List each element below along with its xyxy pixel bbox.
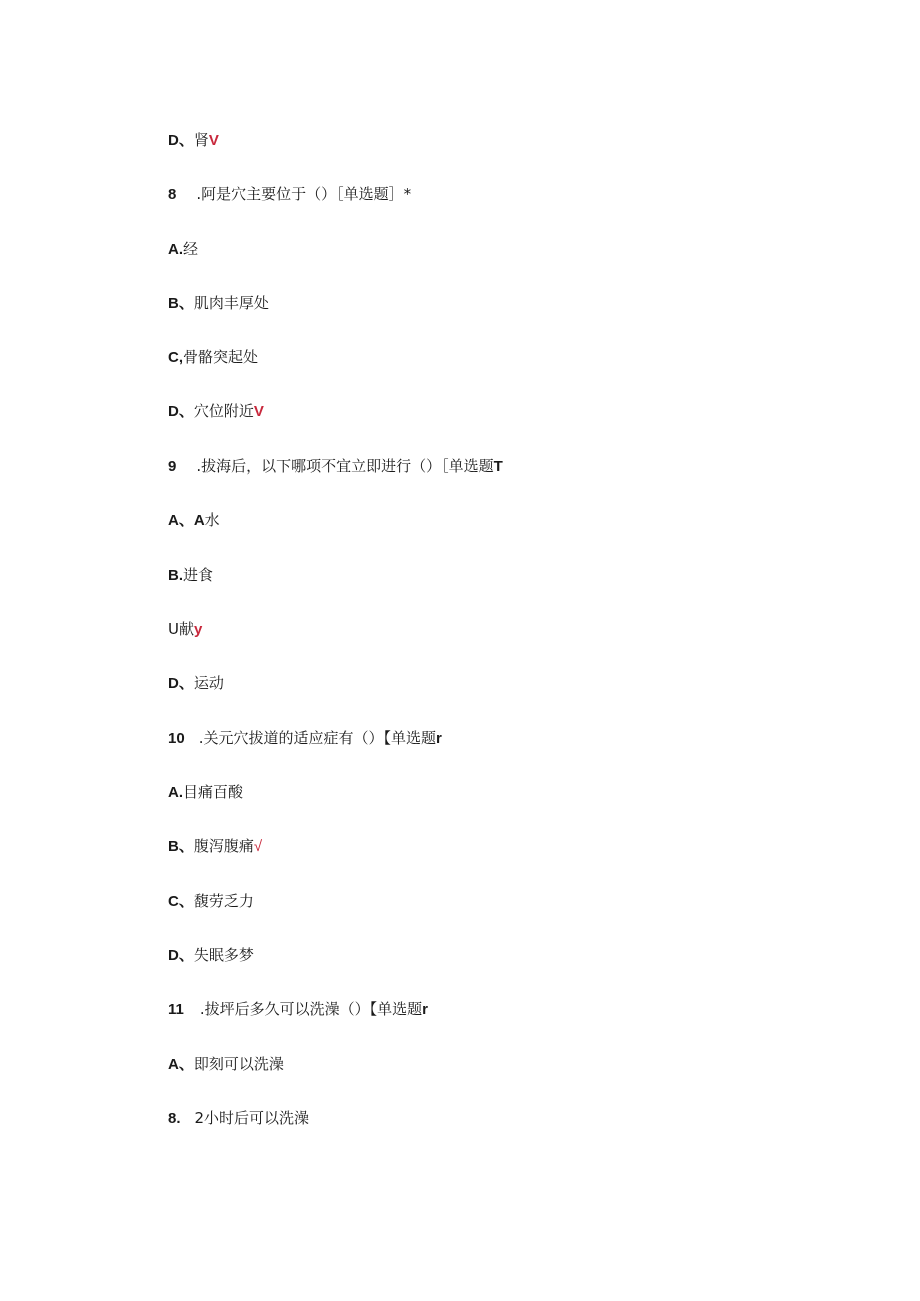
- option-d-q7: [168, 128, 219, 152]
- option-a-q9: [168, 508, 220, 532]
- question-11: [168, 997, 428, 1021]
- option-label: A.: [168, 784, 183, 801]
- answer-check-mark: √: [253, 838, 263, 855]
- option-label: C,: [168, 349, 183, 366]
- option-a-q8: [168, 237, 198, 261]
- option-label: B、: [168, 295, 194, 312]
- option-text: 肾: [193, 131, 209, 149]
- question-text: .拔海后，以下哪项不宜立即进行（）［单选题: [196, 457, 494, 475]
- option-text: 目痛百酸: [183, 783, 244, 801]
- option-text: 肌肉丰厚处: [193, 294, 269, 312]
- option-text: 水: [204, 511, 220, 529]
- option-text: 腹泻腹痛: [193, 837, 254, 855]
- option-c-q10: [168, 889, 254, 913]
- question-number: 11: [168, 1001, 184, 1018]
- question-10: [168, 726, 442, 750]
- option-label: B、: [168, 838, 194, 855]
- option-text: 失眠多梦: [193, 946, 254, 964]
- option-d-q8: [168, 399, 264, 423]
- question-text-end: T: [493, 458, 503, 475]
- question-9: [168, 454, 503, 478]
- question-text: .阿是穴主要位于（）［单选题］*: [196, 185, 412, 203]
- option-text: 穴位附近: [193, 402, 254, 420]
- option-c-q9: [168, 617, 202, 641]
- question-text: .关元穴拔道的适应症有（）【单选题: [198, 729, 436, 747]
- option-text: U献: [168, 620, 194, 638]
- question-number: 10: [168, 730, 185, 747]
- option-text: 运动: [193, 674, 224, 692]
- option-label: A、A: [168, 512, 205, 529]
- question-8: [168, 182, 411, 206]
- option-label: D、: [168, 675, 194, 692]
- option-c-q8: [168, 345, 258, 369]
- answer-check-mark: V: [208, 132, 219, 149]
- option-text: 即刻可以洗澡: [193, 1055, 284, 1073]
- option-label: D、: [168, 132, 194, 149]
- answer-check-mark: V: [253, 403, 264, 420]
- option-a-q10: [168, 780, 243, 804]
- question-text: .拔坪后多久可以洗澡（）【单选题: [199, 1000, 423, 1018]
- option-d-q10: [168, 943, 254, 967]
- question-number: 8: [168, 186, 177, 203]
- question-number: 9: [168, 458, 177, 475]
- question-text-end: r: [422, 1001, 428, 1018]
- option-label: B.: [168, 567, 183, 584]
- option-text: 经: [183, 240, 199, 258]
- option-label: 8.: [168, 1110, 181, 1127]
- question-text-end: r: [435, 730, 442, 747]
- option-b-q8: [168, 291, 269, 315]
- option-label: D、: [168, 403, 194, 420]
- option-label: D、: [168, 947, 194, 964]
- option-b-q10: [168, 834, 262, 858]
- option-a-q11: [168, 1052, 284, 1076]
- option-text: 2小时后可以洗澡: [194, 1109, 310, 1127]
- option-b-q9: [168, 563, 213, 587]
- option-d-q9: [168, 671, 224, 695]
- option-label: C、: [168, 893, 194, 910]
- option-label: A、: [168, 1056, 194, 1073]
- answer-check-mark: y: [193, 621, 203, 638]
- option-text: 骨骼突起处: [183, 348, 259, 366]
- option-text: 馥劳乏力: [193, 892, 254, 910]
- option-b-q11: [168, 1106, 309, 1130]
- option-label: A.: [168, 241, 183, 258]
- option-text: 进食: [183, 566, 214, 584]
